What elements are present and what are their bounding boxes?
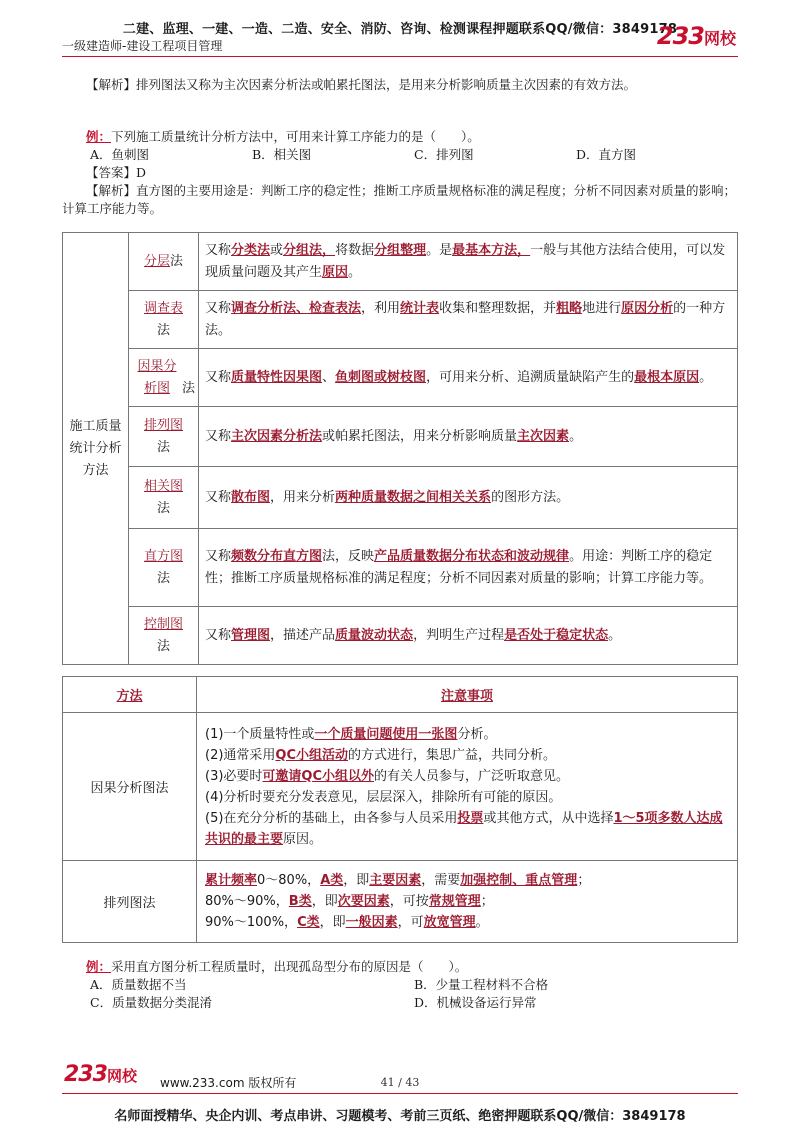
method-description [199,349,738,407]
description-text: ，描述产品 [270,627,336,643]
note-text: 原因。 [283,831,323,847]
col-header-notes [197,677,738,713]
note-line [205,787,729,808]
highlight-term: 次要因素 [337,894,390,909]
highlight-term: 分类法 [231,242,271,258]
highlight-term: 加强控制、重点管理 [460,873,578,888]
description-text: 。用途：判断工序的稳定性；推断工序质量规格标准的满足程度；分析不同因素对质量的影响；计算工序能力等。 [205,548,713,586]
method-cell-fishbone: 因果分析图法 [63,713,197,861]
header-course-title: 一级建造师-建设工程项目管理 [62,39,223,53]
method-description [199,529,738,607]
note-text: ，可按 [389,894,429,909]
description-text: ，利用 [361,300,401,316]
col-header-notes-label: 注意事项 [440,689,493,704]
highlight-term: 放宽管理 [423,915,476,930]
highlight-term: 管理图 [231,627,271,643]
description-text: 或帕累托图法，用来分析影响质量 [322,428,518,444]
highlight-term: A类 [320,873,344,888]
highlight-term: 原因 [322,264,349,280]
highlight-term: 原因分析 [621,300,674,316]
highlight-term: 鱼刺图或树枝图 [335,369,427,385]
highlight-term: 最根本原因 [634,369,700,385]
description-text: 又称 [205,428,232,444]
note-text: 90%～100%， [205,915,298,930]
description-text: 、 [322,369,336,385]
highlight-term: 散布图 [231,489,271,505]
highlight-term: 累计频率 [205,873,258,888]
description-text: 又称 [205,548,232,564]
method-name-cell [129,291,199,349]
method-description [199,291,738,349]
highlight-term: 主次因素 [517,428,570,444]
description-text: 。 [348,264,362,280]
note-text: ； [480,894,494,909]
highlight-term: 产品质量数据分布状态和波动规律 [374,548,570,564]
option-b: B．少量工程材料不合格 [414,977,549,992]
description-text: 的图形方法。 [491,489,570,505]
note-line [205,870,729,891]
method-name-cell [129,349,199,407]
description-text: 又称 [205,489,232,505]
description-text: 收集和整理数据，并 [439,300,557,316]
note-text: ，即 [319,915,346,930]
description-text: 又称 [205,300,232,316]
question-1 [62,128,738,146]
method-suffix: 法 [156,570,170,586]
note-text: (2)通常采用 [205,747,276,763]
note-line [205,766,729,787]
option-c: C．排列图 [414,147,474,162]
note-line [205,808,729,850]
description-text: 。 [699,369,713,385]
option-d: D．机械设备运行异常 [414,995,537,1010]
method-highlight: 控制图 [143,616,183,632]
method-description [199,233,738,291]
highlight-term: 是否处于稳定状态 [504,627,609,643]
method-name-cell [129,607,199,665]
highlight-term: 频数分布直方图 [231,548,323,564]
description-text: 地进行 [582,300,622,316]
notes-pareto [197,861,738,943]
header-divider [62,56,738,57]
description-text: 一般与其他方法结合使用，可以发现质量问题及其产生 [205,242,726,280]
option-a: A．质量数据不当 [90,977,187,992]
footer-site: www.233.com 版权所有 [160,1076,297,1090]
method-suffix: 法 [181,380,195,396]
highlight-term: 分组法， [283,242,336,258]
description-text: ，用来分析 [270,489,336,505]
method-description [199,407,738,467]
description-text: ，判明生产过程 [413,627,505,643]
footer-contact-line: 名师面授精华、央企内训、考点串讲、习题模考、考前三页纸、绝密押题联系QQ/微信：3849178 [114,1109,686,1124]
highlight-term: 两种质量数据之间相关关系 [335,489,492,505]
highlight-term: 调查分析法、检查表法 [231,300,362,316]
note-text: ，可 [397,915,424,930]
category-cell [63,233,129,665]
note-text: ； [577,873,591,888]
note-text: 0～80%， [257,873,321,888]
method-suffix: 法 [156,638,170,654]
question-label: 例： [86,129,112,144]
method-highlight: 分层 [143,253,170,269]
highlight-term: 1～5项多数人达成共识的最主要 [205,810,723,847]
highlight-term: 可邀请QC小组以外 [262,768,375,784]
question-label: 例： [86,959,112,974]
note-text: (4)分析时要充分发表意见，层层深入，排除所有可能的原因。 [205,789,562,805]
description-text: ，可用来分析、追溯质量缺陷产生的 [426,369,635,385]
highlight-term: 分组整理 [374,242,427,258]
method-highlight: 直方图 [143,548,183,564]
question-text: 采用直方图分析工程质量时，出现孤岛型分布的原因是（ ）。 [111,959,468,974]
highlight-term: B类 [288,894,312,909]
note-text: ，即 [343,873,370,888]
method-name-cell [129,407,199,467]
method-description [199,607,738,665]
note-line [205,745,729,766]
note-text: 。 [475,915,489,930]
highlight-term: 一般因素 [345,915,398,930]
method-suffix: 法 [170,253,184,269]
method-cell-pareto: 排列图法 [63,861,197,943]
method-suffix: 法 [156,322,170,338]
note-text: 的方式进行，集思广益，共同分析。 [348,747,557,763]
notes-fishbone [197,713,738,861]
highlight-term: 粗略 [556,300,583,316]
method-highlight: 相关图 [143,478,183,494]
highlight-term: 最基本方法， [452,242,531,258]
method-suffix: 法 [156,500,170,516]
highlight-term: 一个质量问题使用一张图 [314,726,458,742]
highlight-term: 统计表 [400,300,440,316]
category-label: 施工质量统计分析方法 [69,418,122,478]
highlight-term: 主次因素分析法 [231,428,323,444]
highlight-term: QC小组活动 [275,747,349,763]
footer-logo: 233网校 [64,1062,137,1087]
notes-table [62,676,738,943]
col-header-method [63,677,197,713]
note-text: 80%～90%， [205,894,289,909]
question-1-answer: 【答案】D [86,165,147,180]
note-text: 或其他方式，从中选择 [483,810,614,826]
description-text: 将数据 [335,242,375,258]
description-text: 或 [270,242,284,258]
note-line [205,912,729,933]
method-highlight: 因果分析图 [137,358,177,396]
option-c: C．质量数据分类混淆 [90,995,213,1010]
description-text: 又称 [205,242,232,258]
note-text: (5)在充分分析的基础上，由各参与人员采用 [205,810,458,826]
option-d: D．直方图 [576,147,637,162]
description-text: 的一种方法。 [205,300,726,338]
description-text: 。 [608,627,622,643]
option-a: A．鱼刺图 [90,147,150,162]
method-suffix: 法 [156,439,170,455]
description-text: 。是 [426,242,453,258]
question-text: 下列施工质量统计分析方法中，可用来计算工序能力的是（ ）。 [111,129,480,144]
highlight-term: C类 [297,915,320,930]
method-name-cell [129,467,199,529]
note-line [205,891,729,912]
description-text: 又称 [205,627,232,643]
header-contact-line: 二建、监理、一建、一造、二造、安全、消防、咨询、检测课程押题联系QQ/微信：3849178 [122,22,678,37]
methods-table [62,232,738,665]
highlight-term: 投票 [457,810,484,826]
description-text: 。 [569,428,583,444]
note-text: (1)一个质量特性或 [205,726,315,742]
method-name-cell [129,233,199,291]
method-name-cell [129,529,199,607]
col-header-method-label: 方法 [116,689,143,704]
highlight-term: 常规管理 [428,894,481,909]
note-text: ，即 [311,894,338,909]
note-text: 分析。 [457,726,497,742]
description-text: 又称 [205,369,232,385]
highlight-term: 质量波动状态 [335,627,414,643]
highlight-term: 主要因素 [369,873,422,888]
option-b: B．相关图 [252,147,312,162]
footer-divider [62,1093,738,1094]
highlight-term: 质量特性因果图 [231,369,323,385]
method-highlight: 调查表 [143,300,183,316]
analysis-paragraph-1: 【解析】排列图法又称为主次因素分析法或帕累托图法，是用来分析影响质量主次因素的有效方法。 [86,77,637,92]
note-line [205,724,729,745]
note-text: (3)必要时 [205,768,263,784]
page-number: 41 / 43 [380,1076,420,1089]
description-text: 法，反映 [322,548,375,564]
brand-logo: 233网校 [656,22,736,50]
method-description [199,467,738,529]
note-text: 的有关人员参与，广泛听取意见。 [374,768,570,784]
method-highlight: 排列图 [143,417,183,433]
note-text: ，需要 [421,873,461,888]
question-1-analysis: 【解析】直方图的主要用途是：判断工序的稳定性；推断工序质量规格标准的满足程度；分析不同因素对质量的影响；计算工序能力等。 [62,183,737,216]
question-2 [62,958,738,976]
